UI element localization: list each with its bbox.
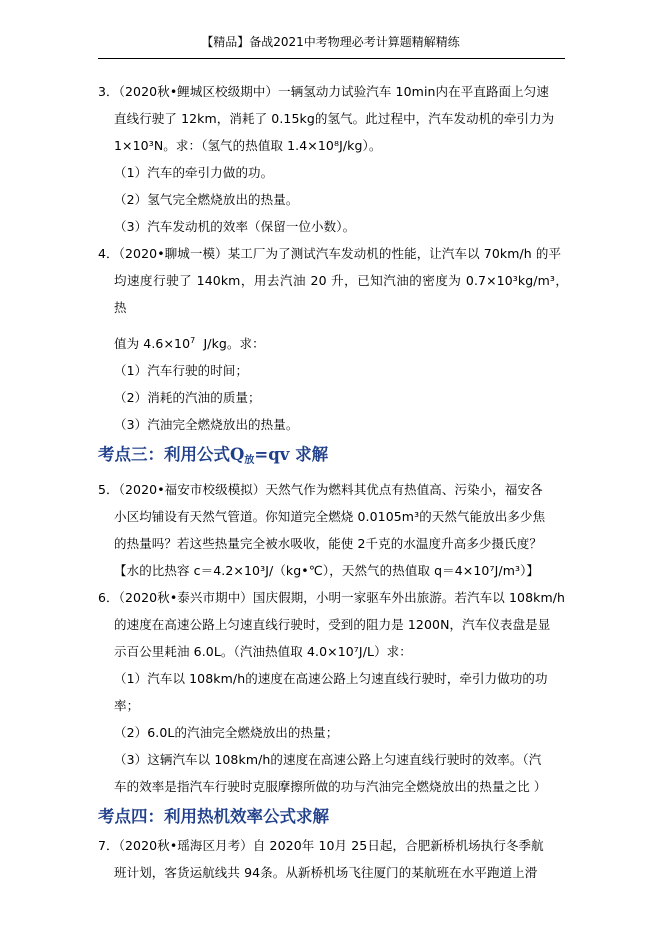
q3-line-3: 1×10³N。求：（氢气的热值取 1.4×10⁸J/kg）。 bbox=[114, 138, 382, 153]
q5-line-4: 【水的比热容 c＝4.2×10³J/（kg•℃），天然气的热值取 q＝4×10⁷J/m³）】 bbox=[114, 563, 540, 578]
section-heading-3-main: 考点三：利用公式Q bbox=[98, 445, 245, 464]
q4-line-2: 均速度行驶了 140km，用去汽油 20 升，已知汽油的密度为 0.7×10³kg/m³，热 bbox=[114, 273, 568, 315]
page-header: 【精品】备战2021中考物理必考计算题精解精练 bbox=[201, 35, 460, 49]
q3-subquestion-3: （3）汽车发动机的效率（保留一位小数）。 bbox=[114, 219, 356, 234]
page-content bbox=[98, 78, 568, 886]
q6-line-3: 示百公里耗油 6.0L。（汽油热值取 4.0×10⁷J/L）求： bbox=[114, 644, 412, 659]
q7-line-2: 班计划，客货运航线共 94条。从新桥机场飞往厦门的某航班在水平跑道上滑 bbox=[114, 865, 538, 880]
section-heading-3 bbox=[98, 440, 568, 476]
section-heading-4: 考点四：利用热机效率公式求解 bbox=[98, 807, 329, 826]
q3-line-2: 直线行驶了 12km，消耗了 0.15kg的氢气。此过程中，汽车发动机的牵引力为 bbox=[114, 111, 555, 126]
q4-line-3 bbox=[98, 327, 568, 357]
q7-line-1: 7．（2020秋•瑶海区月考）自 2020年 10月 25日起，合肥新桥机场执行冬季航 bbox=[98, 838, 544, 853]
q4-line-1: 4．（2020•聊城一模）某工厂为了测试汽车发动机的性能，让汽车以 70km/h 的平 bbox=[98, 246, 562, 261]
q3-subquestion-1: （1）汽车的牵引力做的功。 bbox=[114, 165, 274, 180]
q3-subquestion-2: （2）氢气完全燃烧放出的热量。 bbox=[114, 192, 299, 207]
q6-line-2: 的速度在高速公路上匀速直线行驶时，受到的阻力是 1200N，汽车仪表盘是显 bbox=[114, 617, 551, 632]
q4-heat-unit: J/kg。求： bbox=[195, 336, 265, 351]
q6-subquestion-2: （2）6.0L的汽油完全燃烧放出的热量； bbox=[114, 725, 339, 740]
q6-subquestion-3b: 车的效率是指汽车行驶时克服摩擦所做的功与汽油完全燃烧放出的热量之比 ） bbox=[114, 779, 547, 794]
q4-subquestion-1: （1）汽车行驶的时间； bbox=[114, 363, 249, 378]
q6-subquestion-1a: （1）汽车以 108km/h的速度在高速公路上匀速直线行驶时，牵引力做功的功 bbox=[114, 671, 548, 686]
header-divider bbox=[98, 58, 565, 59]
q5-line-2: 小区均铺设有天然气管道。你知道完全燃烧 0.0105m³的天然气能放出多少焦 bbox=[114, 509, 546, 524]
q5-line-3: 的热量吗？若这些热量完全被水吸收，能使 2千克的水温度升高多少摄氏度？ bbox=[114, 536, 542, 551]
section-heading-3-tail: =qv 求解 bbox=[254, 445, 329, 464]
q6-line-1: 6．（2020秋•泰兴市期中）国庆假期，小明一家驱车外出旅游。若汽车以 108km/h bbox=[98, 590, 566, 605]
q4-heat-value: 值为 4.6×10 bbox=[114, 336, 191, 351]
q4-exponent: 7 bbox=[190, 336, 196, 345]
q5-line-1: 5．（2020•福安市校级模拟）天然气作为燃料其优点有热值高、污染小，福安各 bbox=[98, 482, 543, 497]
section-heading-3-subscript: 放 bbox=[244, 455, 255, 466]
q4-subquestion-3: （3）汽油完全燃烧放出的热量。 bbox=[114, 417, 299, 432]
q6-subquestion-3a: （3）这辆汽车以 108km/h的速度在高速公路上匀速直线行驶时的效率。（汽 bbox=[114, 752, 542, 767]
q3-line-1: 3．（2020秋•鲤城区校级期中）一辆氢动力试验汽车 10min内在平直路面上匀速 bbox=[98, 84, 549, 99]
q6-subquestion-1b: 率； bbox=[114, 698, 140, 713]
q4-subquestion-2: （2）消耗的汽油的质量； bbox=[114, 390, 261, 405]
